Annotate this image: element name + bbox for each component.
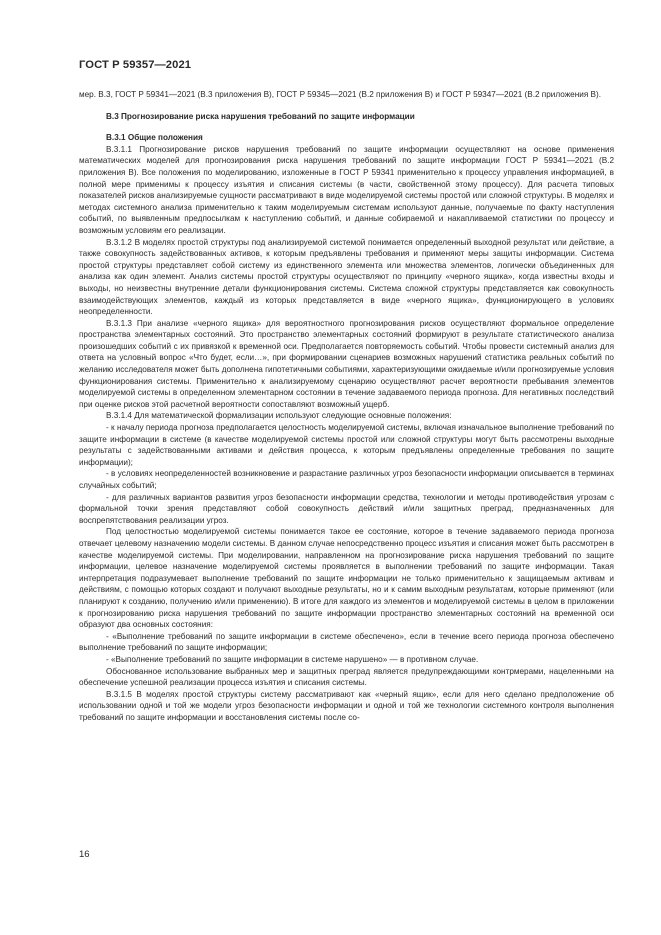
subsection-heading: В.3.1 Общие положения <box>106 133 203 143</box>
paragraph-integrity: Под целостностью моделируемой системы понимается такое ее состояние, которое в течение задаваемого периода прогноза отвечает целевому назначению модели системы. В данном случае непосредственно процесс изъятия и списания может быть рассмотрен в качестве моделируемой системы. При моделировании, направленном на прогнозирование риска нарушения требований по защите информации, целевое назначение моделируемой системы проявляется в выполнении требований по защите информации. Такая интерпретация подразумевает выполнение требований по защите информации не только применительно к защищаемым активам и действиям, с помощью которых создают и получают выходные результаты, но и к самим выходным результатам, которые применяют (или планируют к созданию, получению и/или применению). В итоге для каждого из элементов и моделируемой системы в целом в приложении к прогнозированию риска нарушения требований по защите информации пространство элементарных состояний на временной оси образуют два основных состояния: <box>79 527 614 630</box>
list-item: - к началу периода прогноза предполагается целостность моделируемой системы, включая изначальное выполнение требований по защите информации в системе (в качестве моделируемой системы простой или сложной структуры могут быть рассмотрены выходные результаты с задействованными активами и действия процесса, к которым предъявлены определенные требования по защите информации); <box>79 423 614 467</box>
list-item: - «Выполнение требований по защите информации в системе обеспечено», если в течение всего периода прогноза обеспечено выполнение требований по защите информации; <box>79 631 614 653</box>
list-item: - в условиях неопределенностей возникновение и разрастание различных угроз безопасности информации описывается в терминах случайных событий; <box>79 469 614 490</box>
document-body <box>79 89 614 723</box>
paragraph-b312: В.3.1.2 В моделях простой структуры под анализируемой системой понимается определенный выходной результат или действие, а также совокупность задействованных активов, к которым предъявлены требования и применяют меры защиты информации. Система простой структуры представляет собой систему из единственного элемента или множества элементов, логически объединенных для анализа как один элемент. Анализ системы простой структуры осуществляют по принципу «черного ящика», когда известны входы и выходы, но неизвестны внутренние детали функционирования системы. Система сложной структуры представляется как совокупность взаимодействующих элементов, каждый из которых представляется в виде «черного ящика», функционирующего в условиях неопределенности. <box>79 237 614 317</box>
paragraph-continuation: мер. В.3, ГОСТ Р 59341—2021 (В.3 приложения В), ГОСТ Р 59345—2021 (В.2 приложения В) и ГОСТ Р 59347—2021 (В.2 приложения В). <box>79 90 601 99</box>
page-number: 16 <box>79 849 90 860</box>
paragraph-b315: В.3.1.5 В моделях простой структуры систему рассматривают как «черный ящик», если для него сделано предположение об использовании одной и той же модели угроз безопасности информации и одной и той же технологии системного контроля выполнения требований по защите информации и восстановления системы после со- <box>79 689 614 722</box>
list-item: - «Выполнение требований по защите информации в системе нарушено» — в противном случае. <box>106 654 479 664</box>
paragraph-b314: В.3.1.4 Для математической формализации используют следующие основные положения: <box>106 411 452 421</box>
list-item: - для различных вариантов развития угроз безопасности информации средства, технологии и методы противодействия угрозам с формальной точки зрения представляют собой совокупность действий и/или защитных преград, предназначенных для воспрепятствования реализации угроз. <box>79 492 614 525</box>
paragraph-b313: В.3.1.3 При анализе «черного ящика» для вероятностного прогнозирования рисков осуществляют формальное определение пространства элементарных состояний. Это пространство элементарных состояний формируют в результате статистического анализа произошедших событий с их привязкой к временной оси. Предполагается повторяемость событий. Чтобы провести системный анализ для ответа на условный вопрос «Что будет, если…», при формировании сценариев возможных нарушений статистика реальных событий по желанию исследователя может быть дополнена гипотетичными событиями, характеризующими ожидаемые и/или прогнозируемые условия функционирования системы. Применительно к анализируемому сценарию осуществляют расчет вероятности пребывания элементов моделируемой системы в определенном элементарном состоянии в течение задаваемого периода прогноза. Для негативных последствий при оценке рисков этой расчетной вероятности сопоставляют возможный ущерб. <box>79 318 614 409</box>
paragraph-b311: В.3.1.1 Прогнозирование рисков нарушения требований по защите информации осуществляют на основе применения математических моделей для прогнозирования риска нарушения требований по защите информации ГОСТ Р 59341—2021 (В.2 приложения В). Все положения по моделированию, изложенные в ГОСТ Р 59341 применительно к процессу управления информацией, в полной мере применимы к процессу изъятия и списания системы (в части, свойственной этому процессу). Для расчета типовых показателей рисков анализируемые сущности рассматривают в виде моделируемой системы простой или сложной структуры. В моделях и методах системного анализа применительно к таким моделируемым системам используют данные, получаемые по факту наступления событий, по выявленным предпосылкам к наступлению событий, и данные собираемой и накапливаемой статистики по процессу и возможным условиям его реализации. <box>79 144 614 235</box>
document-header: ГОСТ Р 59357—2021 <box>79 59 192 71</box>
section-heading: В.3 Прогнозирование риска нарушения требований по защите информации <box>106 111 415 121</box>
paragraph-countermeasures: Обоснованное использование выбранных мер и защитных преград является предупреждающими контрмерами, нацеленными на обеспечение успешной реализации процесса изъятия и списания системы. <box>79 666 614 688</box>
